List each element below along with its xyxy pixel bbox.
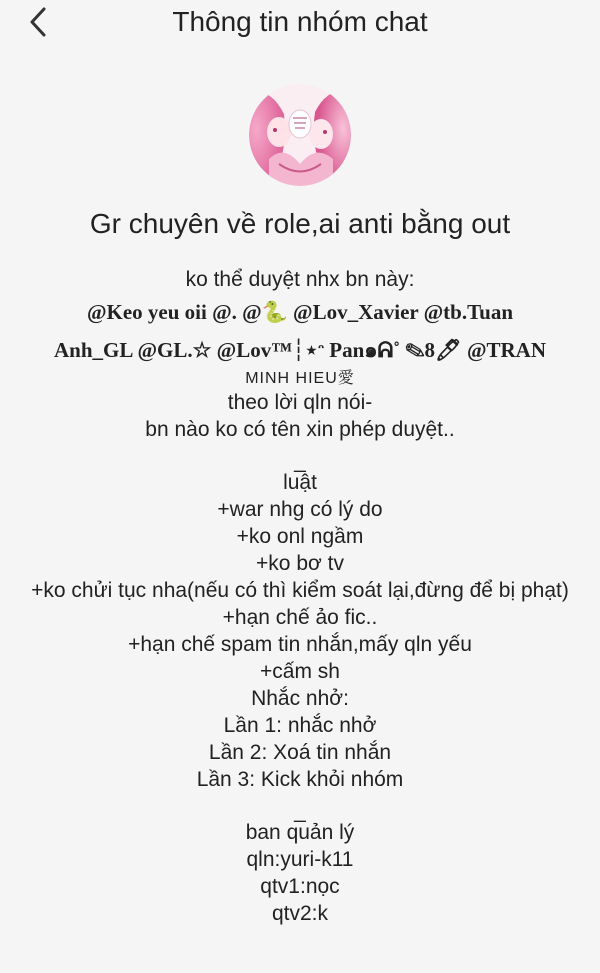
rules-title: luật [283,471,317,494]
rule-item: +hạn chế ảo fic.. [222,606,378,629]
reminder-item: Lần 2: Xoá tin nhắn [208,741,392,764]
description-intro: ko thể duyệt nhx bn này: [185,268,415,291]
admin-title: ban quản lý [245,821,355,844]
reminder-item: Lần 3: Kick khỏi nhóm [196,768,404,791]
rule-intro: bn nào ko có tên xin phép duyệt.. [145,418,455,441]
admin-item: qln:yuri-k11 [246,848,354,871]
mentions-line[interactable]: MINH HIEU愛 [245,370,355,387]
anime-avatar-image [249,84,351,186]
rule-item: +ko onl ngầm [236,525,364,548]
admin-item: qtv1:nọc [260,875,340,898]
reminder-item: Lần 1: nhắc nhở [223,714,377,737]
mentions-line[interactable]: @Keo yeu oii @. @🐍 @Lov_Xavier @tb.Tuan [86,300,514,324]
rule-item: +hạn chế spam tin nhắn,mấy qln yếu [128,633,472,656]
rule-item: +ko bơ tv [256,552,344,575]
divider-dash: _ [294,450,306,473]
reminder-title: Nhắc nhở: [251,687,349,710]
admin-item: qtv2:k [271,902,329,925]
divider-dash: _ [294,800,306,823]
group-description [0,266,600,927]
group-name: Gr chuyên về role,ai anti bằng out [89,208,511,239]
rule-item: +ko chửi tục nha(nếu có thì kiểm soát lại,đừng để bị phạt) [31,579,569,602]
header [0,0,600,48]
page-title: Thông tin nhóm chat [172,6,428,37]
group-avatar[interactable] [249,84,351,186]
rule-item: +cấm sh [260,660,340,683]
mentions-line[interactable]: Anh_GL @GL.☆ @Lov™┆⋆ᵔ Pan๑ᕱ˚ ✎8🖊 @TRAN [54,338,546,362]
rule-intro: theo lời qln nói- [227,391,373,414]
rule-item: +war nhg có lý do [217,498,383,521]
